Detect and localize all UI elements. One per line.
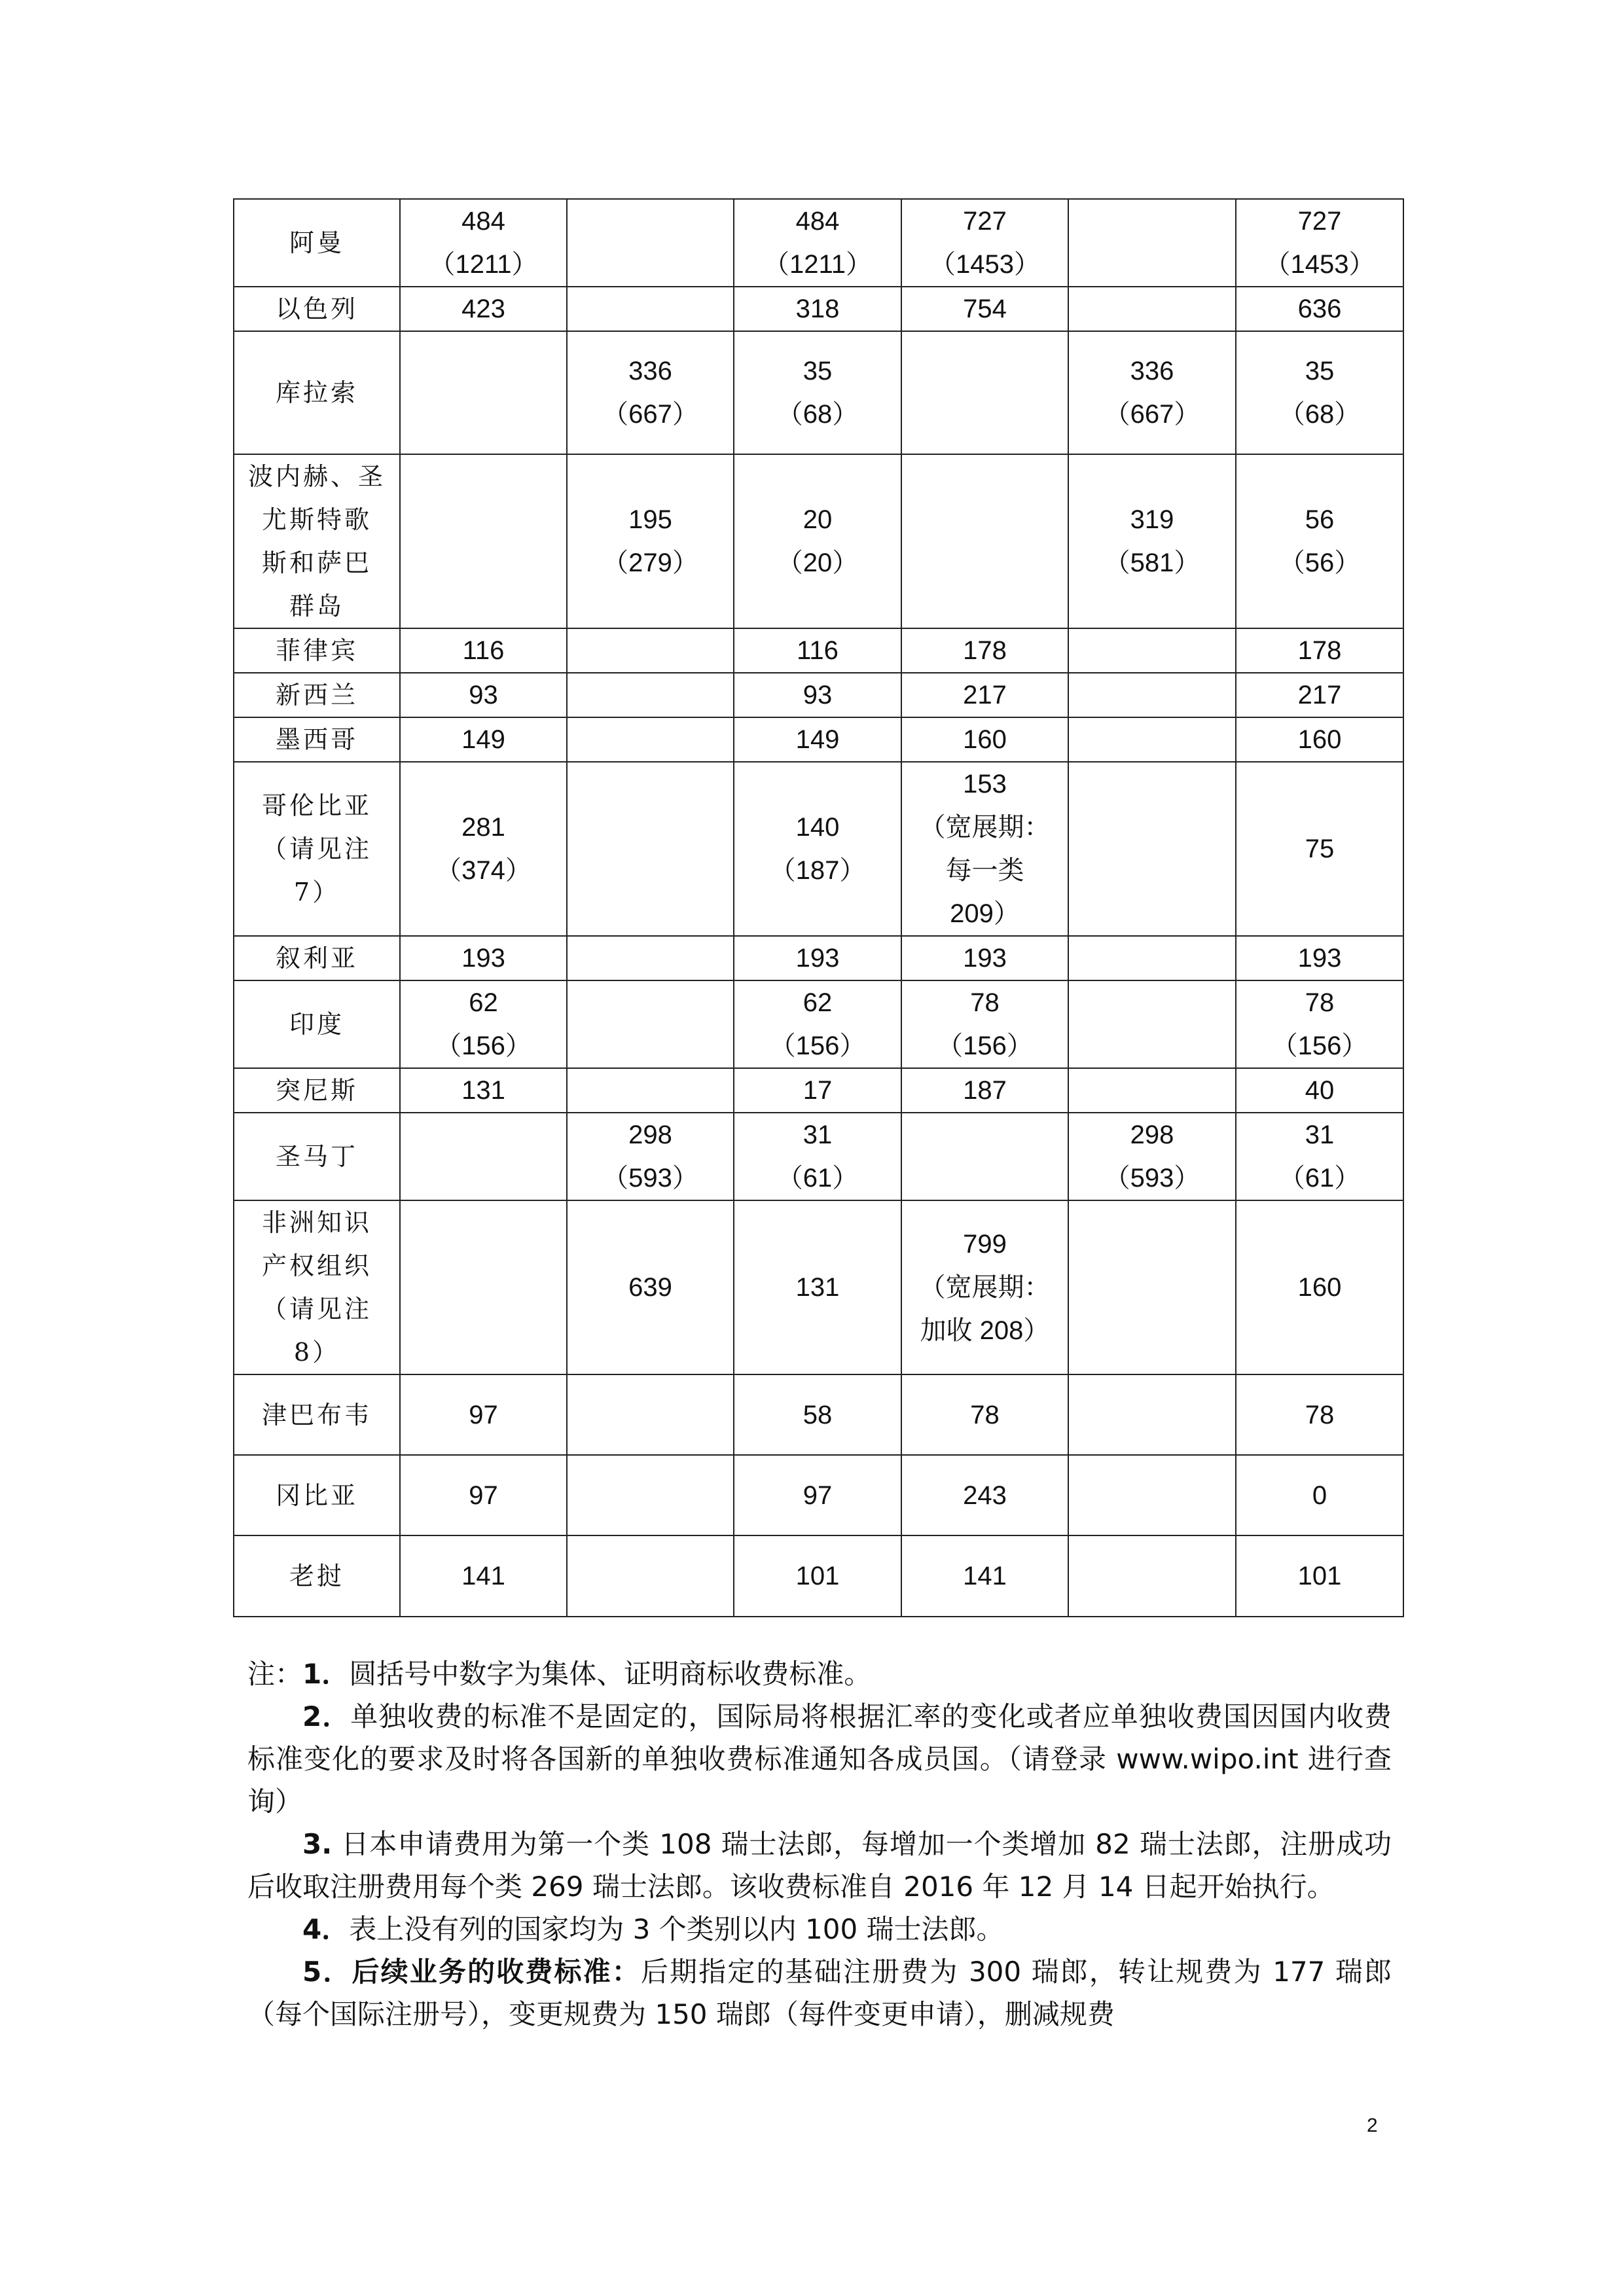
fee-table	[233, 198, 1404, 1617]
note-text: 单独收费的标准不是固定的，国际局将根据汇率的变化或者应单独收费国因国内收费标准变化的要求及时将各国新的单独收费标准通知各成员国。（请登录 www.wipo.int 进行查询）	[247, 1700, 1392, 1818]
fee-cell: 178	[901, 628, 1068, 673]
fee-cell	[1068, 1535, 1236, 1617]
fee-cell: 0	[1236, 1455, 1403, 1535]
fee-cell	[567, 628, 734, 673]
fee-cell	[567, 980, 734, 1068]
fee-cell: 636	[1236, 287, 1403, 331]
fee-cell: 193	[901, 936, 1068, 980]
note-4	[247, 1908, 1392, 1950]
page-number: 2	[1367, 2115, 1378, 2136]
fee-cell: 56 （56）	[1236, 454, 1403, 628]
fee-cell: 160	[1236, 717, 1403, 762]
fee-cell: 93	[734, 673, 901, 717]
fee-cell: 193	[1236, 936, 1403, 980]
note-2	[247, 1695, 1392, 1823]
fee-cell: 484 （1211）	[734, 199, 901, 287]
country-cell: 圣马丁	[234, 1113, 400, 1200]
table-row	[234, 980, 1403, 1068]
note-number: 2．	[302, 1700, 351, 1732]
fee-cell: 298 （593）	[1068, 1113, 1236, 1200]
country-cell: 库拉索	[234, 331, 400, 454]
fee-cell	[1068, 1374, 1236, 1455]
fee-cell: 160	[1236, 1200, 1403, 1374]
fee-cell: 193	[400, 936, 567, 980]
country-cell: 以色列	[234, 287, 400, 331]
note-5	[247, 1950, 1392, 2036]
fee-cell: 423	[400, 287, 567, 331]
fee-cell	[1068, 717, 1236, 762]
country-cell: 津巴布韦	[234, 1374, 400, 1455]
fee-cell	[1068, 1455, 1236, 1535]
note-number: 1．	[302, 1658, 350, 1690]
fee-cell	[567, 673, 734, 717]
note-number: 4．	[302, 1913, 350, 1945]
country-cell: 突尼斯	[234, 1068, 400, 1113]
table-row	[234, 1455, 1403, 1535]
fee-cell	[1068, 762, 1236, 936]
fee-cell: 31 （61）	[1236, 1113, 1403, 1200]
fee-cell: 131	[734, 1200, 901, 1374]
fee-cell: 187	[901, 1068, 1068, 1113]
fee-cell: 281 （374）	[400, 762, 567, 936]
fee-cell	[400, 331, 567, 454]
fee-cell: 62 （156）	[400, 980, 567, 1068]
fee-cell	[567, 1374, 734, 1455]
fee-cell: 178	[1236, 628, 1403, 673]
fee-cell: 639	[567, 1200, 734, 1374]
fee-cell	[567, 199, 734, 287]
fee-cell	[1068, 673, 1236, 717]
table-row	[234, 287, 1403, 331]
fee-cell: 35 （68）	[1236, 331, 1403, 454]
fee-cell: 97	[400, 1455, 567, 1535]
fee-cell	[1068, 936, 1236, 980]
fee-cell	[567, 762, 734, 936]
fee-cell: 195 （279）	[567, 454, 734, 628]
fee-cell: 319 （581）	[1068, 454, 1236, 628]
fee-cell: 336 （667）	[1068, 331, 1236, 454]
fee-cell: 78 （156）	[1236, 980, 1403, 1068]
fee-cell: 20 （20）	[734, 454, 901, 628]
fee-cell: 141	[901, 1535, 1068, 1617]
fee-cell	[567, 287, 734, 331]
table-row	[234, 199, 1403, 287]
country-cell: 老挝	[234, 1535, 400, 1617]
fee-cell: 78 （156）	[901, 980, 1068, 1068]
note-heading: 后续业务的收费标准：	[352, 1956, 641, 1988]
fee-cell	[567, 1068, 734, 1113]
note-1	[247, 1653, 1392, 1695]
country-cell: 阿曼	[234, 199, 400, 287]
fee-cell	[901, 331, 1068, 454]
table-row	[234, 454, 1403, 628]
note-3	[247, 1823, 1392, 1908]
fee-cell: 75	[1236, 762, 1403, 936]
table-row	[234, 331, 1403, 454]
fee-cell: 58	[734, 1374, 901, 1455]
note-text: 日本申请费用为第一个类 108 瑞士法郎，每增加一个类增加 82 瑞士法郎，注册成功后收取注册费用每个类 269 瑞士法郎。该收费标准自 2016 年 12 月 14 日起开始执行。	[247, 1828, 1392, 1903]
fee-cell: 336 （667）	[567, 331, 734, 454]
note-number: 5．	[302, 1956, 352, 1988]
table-row	[234, 1374, 1403, 1455]
fee-cell	[400, 1200, 567, 1374]
table-row	[234, 673, 1403, 717]
note-text: 后期指定的基础注册费为 300 瑞郎，转让规费为 177 瑞郎（每个国际注册号），变更规费为 150 瑞郎（每件变更申请），删减规费	[247, 1956, 1392, 2030]
fee-cell: 40	[1236, 1068, 1403, 1113]
table-row	[234, 717, 1403, 762]
table-row	[234, 1068, 1403, 1113]
fee-cell: 116	[734, 628, 901, 673]
fee-cell: 243	[901, 1455, 1068, 1535]
country-cell: 印度	[234, 980, 400, 1068]
fee-cell	[567, 936, 734, 980]
fee-cell: 97	[734, 1455, 901, 1535]
fee-cell	[901, 454, 1068, 628]
country-cell: 新西兰	[234, 673, 400, 717]
fee-cell: 149	[734, 717, 901, 762]
table-row	[234, 936, 1403, 980]
fee-cell: 727 （1453）	[901, 199, 1068, 287]
note-text: 圆括号中数字为集体、证明商标收费标准。	[349, 1658, 872, 1690]
fee-cell: 101	[1236, 1535, 1403, 1617]
fee-cell: 101	[734, 1535, 901, 1617]
fee-cell: 31 （61）	[734, 1113, 901, 1200]
note-number: 3.	[302, 1828, 333, 1860]
fee-cell: 62 （156）	[734, 980, 901, 1068]
fee-cell	[901, 1113, 1068, 1200]
fee-cell	[1068, 1200, 1236, 1374]
fee-cell: 217	[1236, 673, 1403, 717]
fee-cell: 754	[901, 287, 1068, 331]
table-row	[234, 1113, 1403, 1200]
country-cell: 叙利亚	[234, 936, 400, 980]
fee-cell: 193	[734, 936, 901, 980]
fee-cell: 141	[400, 1535, 567, 1617]
fee-cell: 97	[400, 1374, 567, 1455]
fee-cell	[400, 454, 567, 628]
fee-cell: 799 （宽展期： 加收 208）	[901, 1200, 1068, 1374]
fee-cell	[1068, 287, 1236, 331]
fee-cell: 318	[734, 287, 901, 331]
fee-cell: 78	[1236, 1374, 1403, 1455]
fee-cell	[1068, 980, 1236, 1068]
fee-cell	[400, 1113, 567, 1200]
country-cell: 波内赫、圣 尤斯特歌 斯和萨巴 群岛	[234, 454, 400, 628]
country-cell: 菲律宾	[234, 628, 400, 673]
table-row	[234, 762, 1403, 936]
country-cell: 哥伦比亚 （请见注 7）	[234, 762, 400, 936]
fee-cell: 78	[901, 1374, 1068, 1455]
fee-cell: 149	[400, 717, 567, 762]
fee-cell: 93	[400, 673, 567, 717]
fee-cell	[1068, 628, 1236, 673]
fee-cell: 727 （1453）	[1236, 199, 1403, 287]
fee-cell: 131	[400, 1068, 567, 1113]
country-cell: 非洲知识 产权组织 （请见注 8）	[234, 1200, 400, 1374]
fee-cell: 35 （68）	[734, 331, 901, 454]
table-row	[234, 1200, 1403, 1374]
fee-cell	[567, 1535, 734, 1617]
table-row	[234, 628, 1403, 673]
fee-cell: 116	[400, 628, 567, 673]
fee-cell: 298 （593）	[567, 1113, 734, 1200]
country-cell: 墨西哥	[234, 717, 400, 762]
fee-cell	[567, 1455, 734, 1535]
fee-cell: 140 （187）	[734, 762, 901, 936]
note-text: 表上没有列的国家均为 3 个类别以内 100 瑞士法郎。	[349, 1913, 1004, 1945]
notes-section	[247, 1653, 1392, 2036]
fee-cell	[567, 717, 734, 762]
notes-prefix: 注：	[247, 1658, 303, 1690]
fee-cell	[1068, 199, 1236, 287]
fee-cell: 153 （宽展期： 每一类 209）	[901, 762, 1068, 936]
country-cell: 冈比亚	[234, 1455, 400, 1535]
fee-cell: 484 （1211）	[400, 199, 567, 287]
table-row	[234, 1535, 1403, 1617]
fee-cell: 17	[734, 1068, 901, 1113]
fee-cell: 217	[901, 673, 1068, 717]
fee-cell	[1068, 1068, 1236, 1113]
fee-cell: 160	[901, 717, 1068, 762]
